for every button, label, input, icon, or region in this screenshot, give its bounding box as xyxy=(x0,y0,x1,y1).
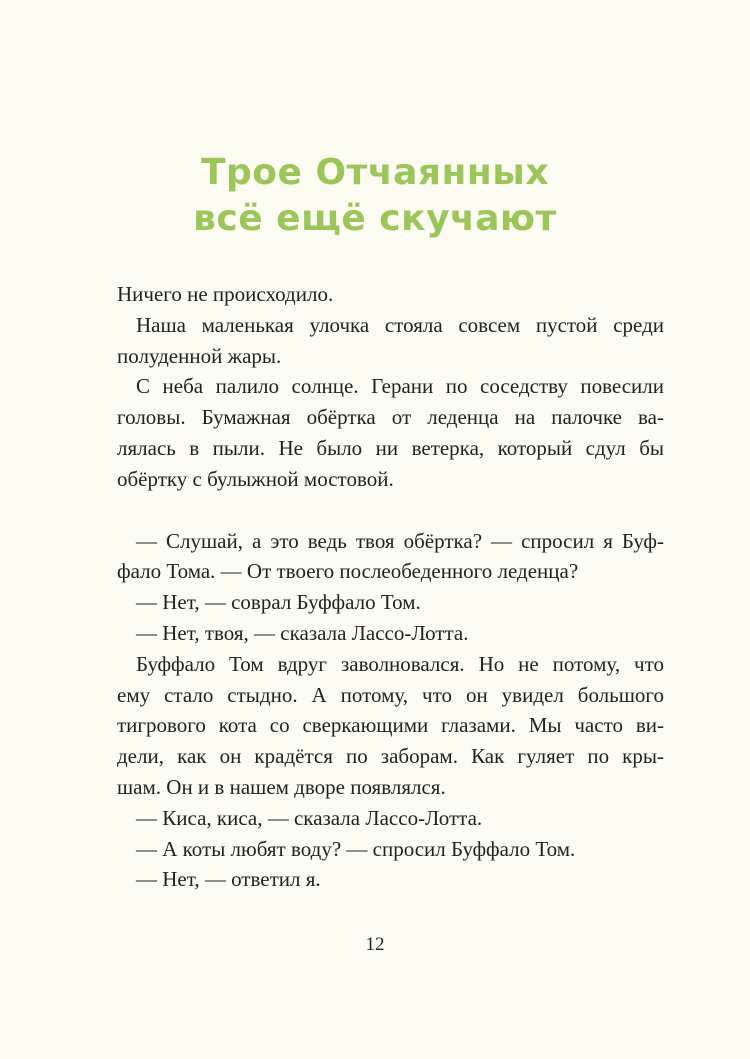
text-line: лялась в пыли. Не было ни ветерка, который сдул бы xyxy=(117,435,664,460)
text-line: С неба палило солнце. Герани по соседству повесили xyxy=(136,374,664,399)
text-line: обёртку с булыжной мостовой. xyxy=(117,466,394,491)
chapter-title-line-1: Трое Отчаянных xyxy=(200,152,550,193)
text-line: головы. Бумажная обёртка от леденца на палочке ва- xyxy=(117,405,664,430)
text-line: Наша маленькая улочка стояла совсем пустой среди xyxy=(136,312,664,337)
page-number: 12 xyxy=(365,934,385,955)
paragraph-gap xyxy=(117,495,664,526)
text-line: — Киса, киса, — сказала Лассо-Лотта. xyxy=(136,805,483,830)
text-line: тигрового кота со сверкающими глазами. Мы часто ви- xyxy=(117,713,664,738)
body-text xyxy=(117,279,664,895)
text-line: Буффало Том вдруг заволновался. Но не потому, что xyxy=(136,651,664,676)
text-line: — Слушай, а это ведь твоя обёртка? — спросил я Буф- xyxy=(136,528,664,553)
text-line: фало Тома. — От твоего послеобеденного леденца? xyxy=(117,559,579,584)
text-line: шам. Он и в нашем дворе появлялся. xyxy=(117,774,446,799)
text-line: — Нет, — соврал Буффало Том. xyxy=(136,590,421,615)
text-line: — Нет, твоя, — сказала Лассо-Лотта. xyxy=(136,620,469,645)
text-line: — Нет, — ответил я. xyxy=(136,867,321,892)
text-line: ему стало стыдно. А потому, что он увидел большого xyxy=(117,682,664,707)
text-line: полуденной жары. xyxy=(117,343,282,368)
text-line: Ничего не происходило. xyxy=(117,282,334,306)
chapter-title-line-2: всё ещё скучают xyxy=(193,198,557,239)
chapter-title xyxy=(0,150,750,242)
text-line: — А коты любят воду? — спросил Буффало Том. xyxy=(136,836,576,861)
text-line: дели, как он крадётся по заборам. Как гуляет по кры- xyxy=(117,744,664,769)
